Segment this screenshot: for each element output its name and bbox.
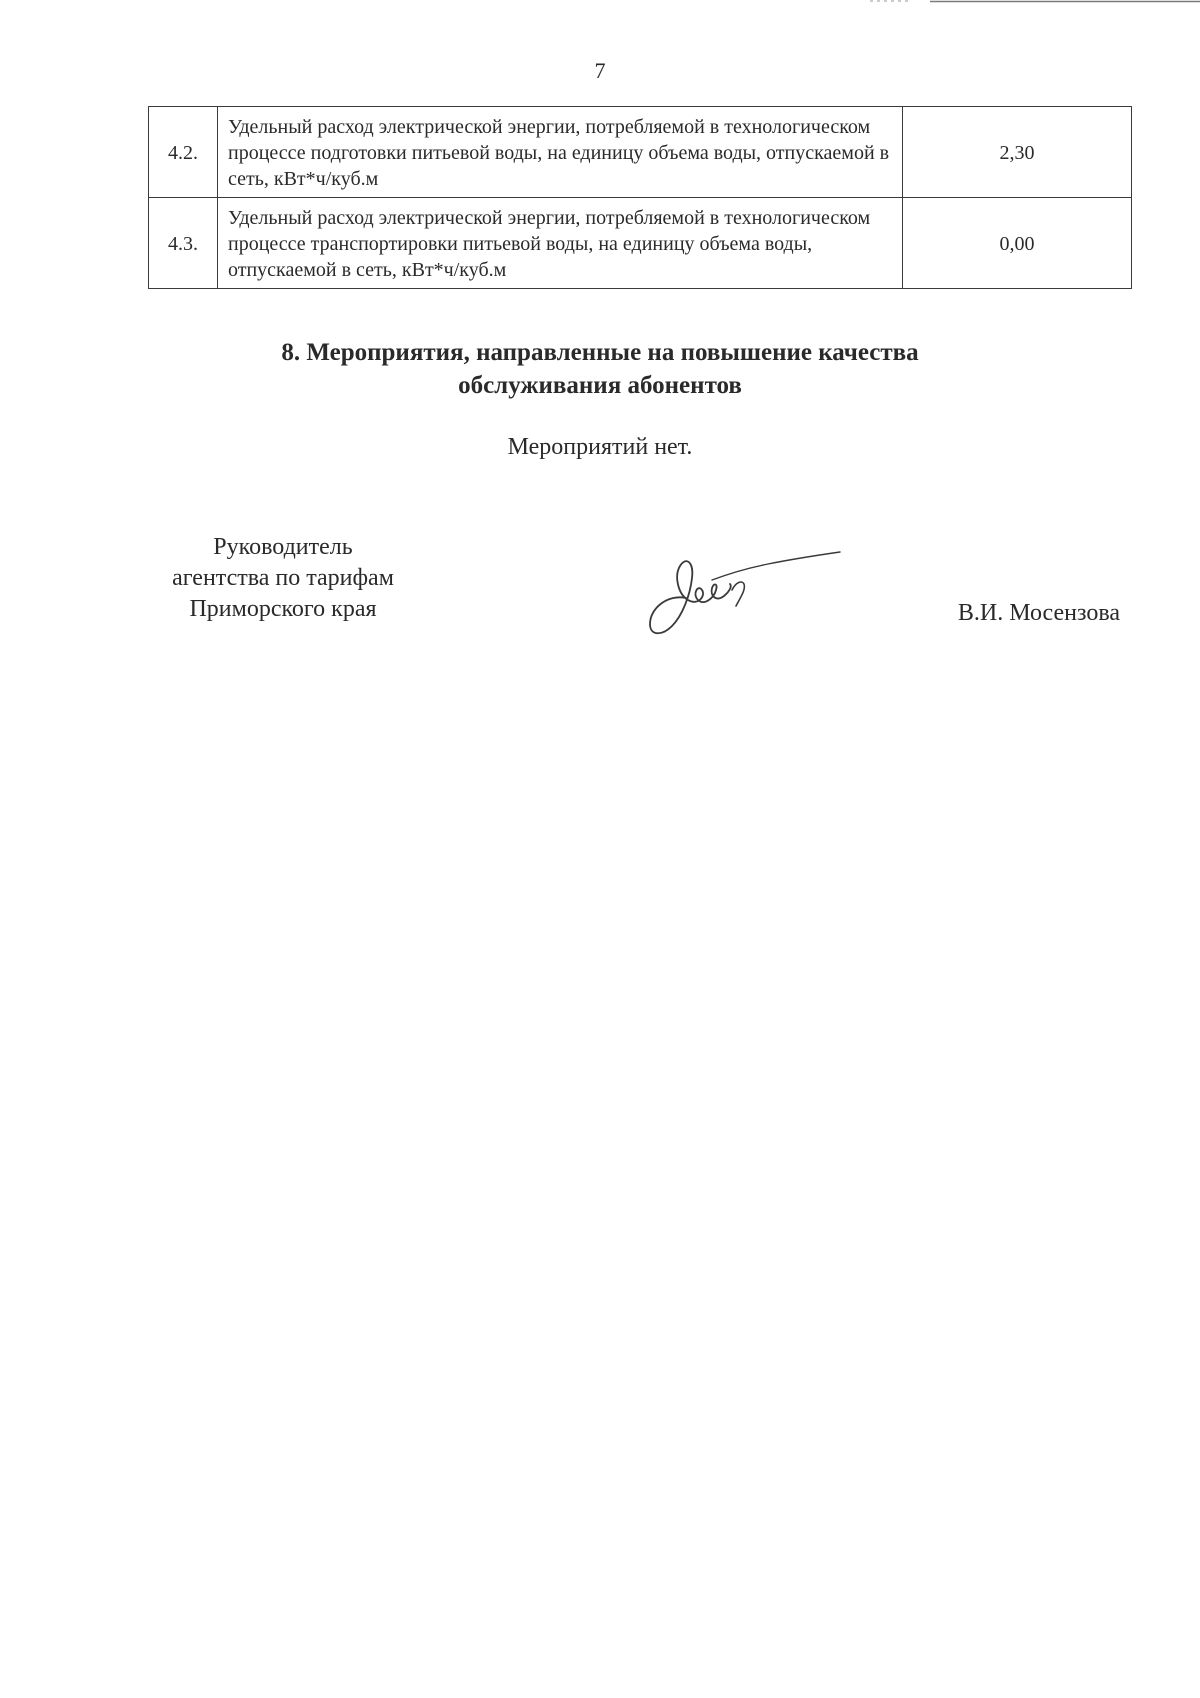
row-number: 4.3. bbox=[149, 198, 218, 289]
section-title-line: 8. Мероприятия, направленные на повышение качества bbox=[281, 339, 919, 366]
row-description: Удельный расход электрической энергии, потребляемой в технологическом процессе подготовки питьевой воды, на единицу объема воды, отпускаемой в сеть, кВт*ч/куб.м bbox=[218, 107, 903, 198]
scan-edge-mark bbox=[870, 0, 1200, 3]
row-description: Удельный расход электрической энергии, потребляемой в технологическом процессе транспортировки питьевой воды, на единицу объема воды, отпускаемой в сеть, кВт*ч/куб.м bbox=[218, 198, 903, 289]
signer-position-line: Руководитель bbox=[213, 534, 353, 560]
row-number: 4.2. bbox=[149, 107, 218, 198]
handwritten-signature bbox=[628, 536, 848, 646]
metrics-table bbox=[148, 106, 1132, 289]
table-row bbox=[149, 107, 1132, 198]
section-body-text: Мероприятий нет. bbox=[507, 434, 693, 460]
row-value: 2,30 bbox=[903, 107, 1132, 198]
section-title-line: обслуживания абонентов bbox=[458, 372, 742, 399]
page-number: 7 bbox=[594, 58, 606, 83]
signer-position-line: агентства по тарифам bbox=[172, 565, 394, 591]
signer-position-line: Приморского края bbox=[189, 596, 377, 622]
table-row bbox=[149, 198, 1132, 289]
signer-name: В.И. Мосензова bbox=[957, 600, 1120, 626]
row-value: 0,00 bbox=[903, 198, 1132, 289]
section-title bbox=[0, 336, 1200, 402]
signer-position bbox=[138, 532, 428, 625]
